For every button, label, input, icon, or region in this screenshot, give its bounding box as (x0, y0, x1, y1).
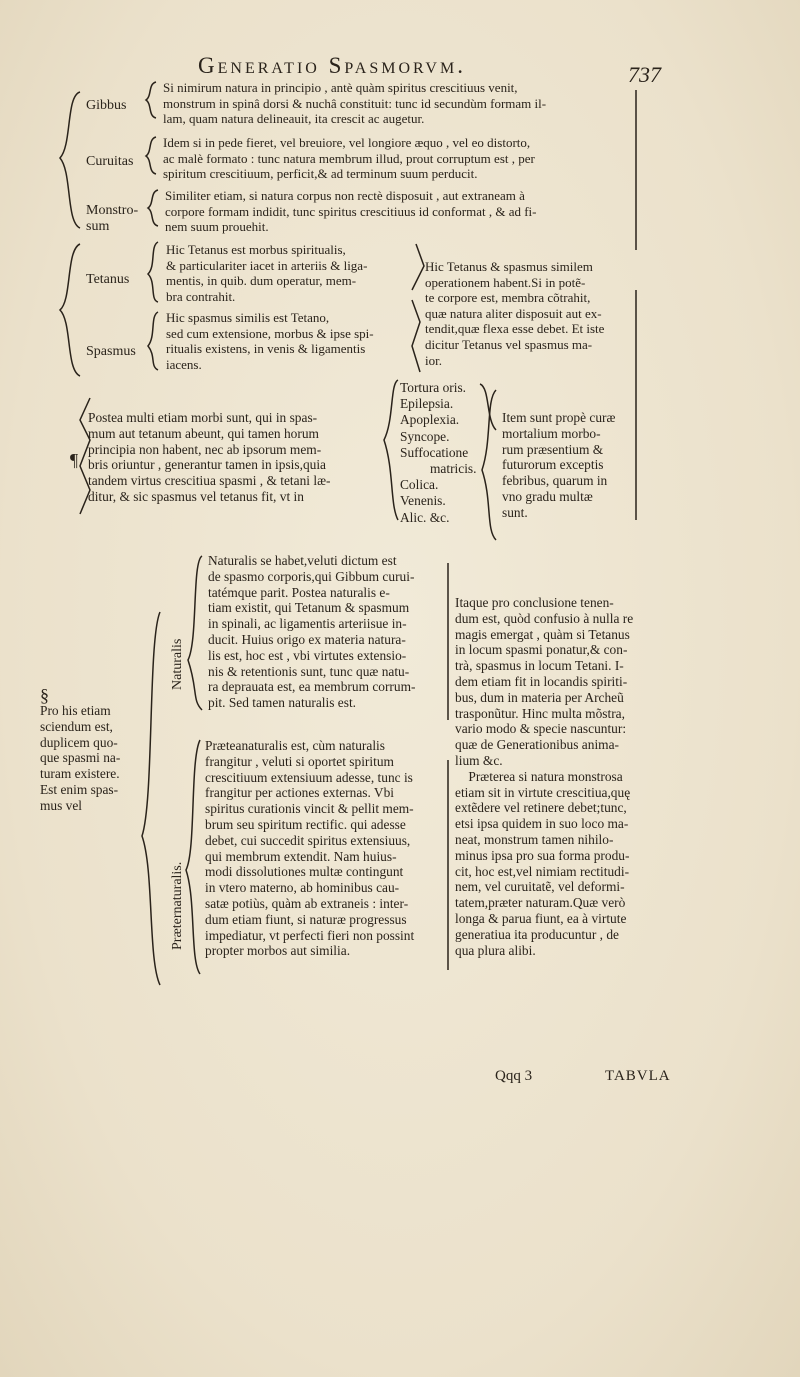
paragraph-mark: ¶ (70, 450, 79, 470)
brace-right-b (412, 300, 420, 372)
running-title: Generatio Spasmorvm. (198, 53, 466, 78)
label-monstrosum: Monstro- sum (86, 203, 139, 234)
disease-item: Colica. (400, 477, 439, 493)
brace-monstrosum (148, 190, 158, 226)
brace-naturalis (188, 556, 202, 710)
disease-item: Epilepsia. (400, 396, 454, 412)
brace-gibbus (146, 82, 156, 118)
disease-item: Tortura oris. (400, 380, 466, 395)
disease-item: Venenis. (400, 493, 446, 509)
page-number: 737 (628, 62, 661, 87)
signature-mark: Qqq 3 (495, 1068, 533, 1084)
text-praeternaturalis: Præteanaturalis est, cùm naturalis frangitur , veluti si oportet spiritum crescitiuum extensiuum adesse, tunc is frangitur per actiones externas. Vbi spiritus curationis vincit & pellit mem- brum seu spiritum rectific. qui adesse debet, cui succedit spiritus extensiuus, qui membrum extendit. Nam huius- modi dissolutiones multæ contingunt in vtero materno, ab hominibus cau- satæ potiùs, quàm ab extraneis : inter- dum etiam fiunt, si naturæ progressus impediatur, vt perfecti fieri non possint propter morbos aut similia. (205, 738, 415, 959)
vlabel-praeternaturalis: Præternaturalis. (170, 861, 185, 950)
brace-lower-group (142, 612, 160, 985)
label-spasmus: Spasmus (86, 344, 136, 359)
label-tetanus: Tetanus (86, 272, 130, 287)
brace-morbi-left (384, 380, 398, 520)
text-item-sunt: Item sunt propè curæ mortalium morbo- rum præsentium & futurorum exceptis febribus, quarum in vno gradu multæ sunt. (502, 410, 616, 520)
label-curuitas: Curuitas (86, 154, 134, 169)
brace-spasmus (148, 312, 158, 370)
vlabel-naturalis: Naturalis (170, 638, 185, 690)
brace-morbi-right (480, 384, 496, 430)
disease-item: Apoplexia. (400, 412, 460, 428)
text-tetanus-right: Hic Tetanus & spasmus similem operationem habent.Si in potẽ- te corpore est, membra cõtrahit, quæ natura aliter disposuit aut ex- tendit,quæ flexa esse debet. Et iste dicitur Tetanus vel spasmus ma- ior. (425, 259, 605, 368)
brace-top-group (60, 92, 80, 228)
brace-tetanus (148, 242, 158, 302)
text-tetanus: Hic Tetanus est morbus spiritualis, & particulariter iacet in arteriis & liga- mentis, in quib. dum operatur, mem- bra contrahit. (166, 242, 368, 304)
catchword: TABVLA (605, 1068, 671, 1084)
text-naturalis: Naturalis se habet,veluti dictum est de spasmo corporis,qui Gibbum curui- tatémque parit. Postea naturalis e- tiam existit, qui Tetanum & spasmum in spinali, ac ligamentis arteriisue in- ducit. Huius origo ex materia natura- lis est, hoc est , vbi virtutes extensio- nis & retentionis sunt, tunc quæ natu- ra deprauata est, ea membrum corrum- pit. Sed tamen naturalis est. (208, 553, 416, 711)
brace-tetanus-spasmus (60, 244, 80, 376)
disease-item: Alic. &c. (400, 509, 450, 525)
text-gibbus: Si nimirum natura in principio , antè quàm spiritus crescitiuus venit, monstrum in spinâ dorsi & nuchâ constituit: tunc id secundùm formam il- lam, quam natura delineauit, ita crescit ac augetur. (163, 80, 547, 127)
disease-item: matricis. (430, 461, 477, 477)
text-postea: Postea multi etiam morbi sunt, qui in spas- mum aut tetanum abeunt, qui tamen horum principia non habent, nec ab ipsorum mem- bris oriuntur , generantur tamen in ipsis,quia tandem virtus crescitiua spasmi , & tetani læ- ditur, & sic spasmus vel tetanus fit, vt in (88, 410, 331, 504)
brace-postea (80, 398, 90, 514)
text-spasmus: Hic spasmus similis est Tetano, sed cum extensione, morbus & ipse spi- ritualis existens, in venis & ligamentis iacens. (166, 310, 374, 372)
text-pro-his: Pro his etiam sciendum est, duplicem quo- que spasmi na- turam existere. Est enim spas- mus vel (40, 703, 121, 813)
section-mark: § (40, 685, 49, 705)
brace-praeter (186, 740, 200, 974)
brace-right-a (412, 244, 424, 290)
label-gibbus: Gibbus (86, 98, 127, 113)
text-itaque: Itaque pro conclusione tenen- dum est, quòd confusio à nulla re magis emergat , quàm si Tetanus in locum spasmi ponatur,& con- trà, spasmus in locum Tetani. I- dem etiam fit in locandis spiriti- bus, dum in materia per Archeũ trasponũtur. Hinc multa mõstra, vario modo & specie nascuntur: quæ de Generationibus anima- lium &c. Præterea si natura monstrosa etiam sit in virtute crescitiua,quę extẽdere vel retinere debet;tunc, etsi ipsa quidem in suo loco ma- neat, monstrum tamen nihilo- minus ipsa pro sua forma produ- cit, hoc est,vel nimiam rectitudi- nem, vel curuitatẽ, vel deformi- tatem,præter naturam.Quæ verò longa & parua fiunt, ea à virtute generatiua ita producuntur , de qua plura alibi. (455, 595, 634, 958)
brace-curuitas (146, 137, 156, 174)
text-monstrosum: Similiter etiam, si natura corpus non rectè disposuit , aut extraneam à corpore formam indidit, tunc spiritus crescitiuus id conformat , & ad fi- nem suum prouehit. (165, 188, 537, 235)
disease-item: Suffocatione (400, 444, 469, 460)
text-curuitas: Idem si in pede fieret, vel breuiore, vel longiore æquo , vel eo distorto, ac malè formato : tunc natura membrum illud, prout corruptum est , per spiritum crescitiuum, perficit,& ad terminum suum perducit. (163, 135, 535, 182)
disease-item: Syncope. (400, 428, 450, 444)
